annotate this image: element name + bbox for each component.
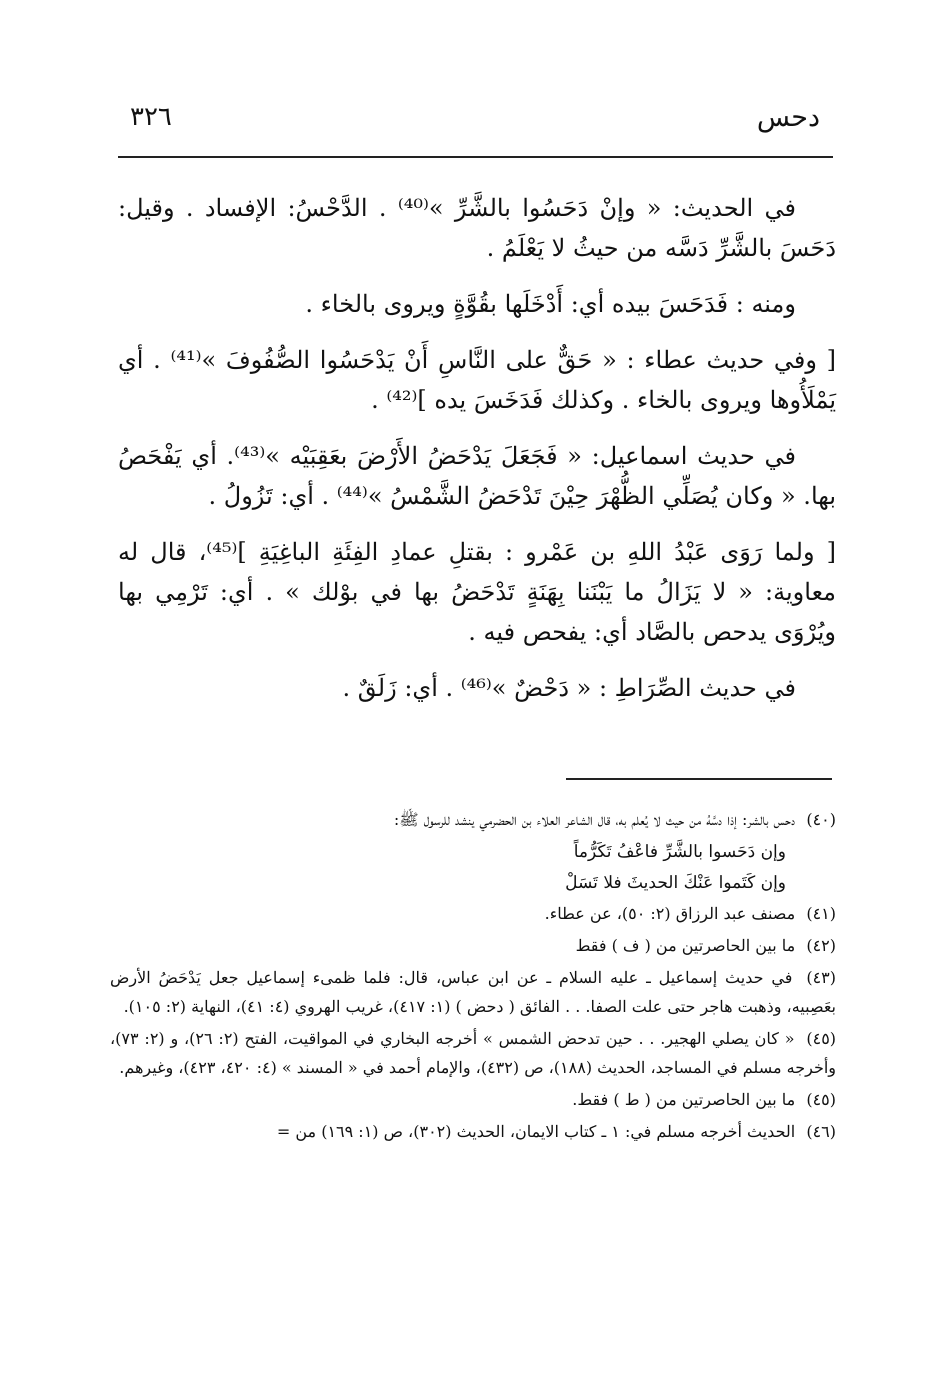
paragraph: في حديث اسماعيل: « فَجَعَلَ يَدْحَضُ الأَرْضَ بعَقِبَيْه »⁽⁴³⁾. أي يَفْحَصُ بها. « وكان يُصَلِّي الظُّهْرَ حِيْنَ تَدْحَضُ الشَّمْسُ »⁽⁴⁴⁾ . أي: تَزُولُ . [118,442,836,510]
main-text [118,188,836,724]
paragraph: في الحديث: « وإنْ دَحَسُوا بالشَّرِّ »⁽⁴⁰⁾ . الدَّحْسُ: الإفساد . وقيل: دَحَسَ بالشَّرِّ دَسَّه من حيثُ لا يَعْلَمُ . [118,194,836,262]
paragraph: [ ولما رَوَى عَبْدُ اللهِ بن عَمْرو : بقتلِ عمادِ الفِئَةِ الباغِيَةِ ]⁽⁴⁵⁾، قال له معاوية: « لا يَزَالُ ما يَبْنَنا بِهَنَةٍ تَدْحَضُ بها في بوْلك » . أي: تَرْمِي بها ويُرْوَى يدحص بالصَّاد أي: يفحص فيه . [118,538,836,646]
footnote-44: (٤٥) « كان يصلي الهجير. . . حين تدحض الشمس » أخرجه البخاري في المواقيت، الفتح (٢: ٢٦)، و (٢: ٧٣)، وأخرجه مسلم في المساجد، الحديث (١٨٨)، ص (٤٣٢)، والإمام أحمد في « المسند » (٤: ٤٢٠، ٤٢٣)، وغيرهم. [110,1029,837,1077]
footnote-rule [566,778,832,780]
paragraph: ومنه : فَدَحَسَ بيده أي: أَدْخَلَها بقُوَّةٍ ويروى بالخاء . [305,290,796,318]
footnotes [110,805,836,1149]
page-header [120,100,830,140]
header-word: دحس [756,102,820,133]
footnote-43: (٤٣) في حديث إسماعيل ـ عليه السلام ـ عن ابن عباس، قال: فلما ظمىء إسماعيل جعل يَدْحَضُ الأرض بعَصِبيه، وذهبت هاجر حتى علت الصفا. . . الفائق ( دحض ) (١: ٤١٧)، غريب الهروي (٤: ٤١)، النهاية (٢: ١٠٥). [110,968,836,1016]
paragraph: [ وفي حديث عطاء : « حَقٌّ على النَّاسِ أَنْ يَدْحَسُوا الصُّفُوفَ »⁽⁴¹⁾ . أي يَمْلَأُوها ويروى بالخاء . وكذلك فَدَخَسَ يده ]⁽⁴²⁾ . [118,346,837,414]
footnote-40: (٤٠) دحس بالشر: إذا دسَّهُ من حيث لا يُعلم به، قال الشاعر العلاء بن الحضرمي ينشد للرسول ﷺ: [393,810,836,829]
footnote-45: (٤٥) ما بين الحاصرتين من ( ط ) فقط. [572,1090,836,1109]
header-rule [118,156,833,158]
footnote-42: (٤٢) ما بين الحاصرتين من ( ف ) فقط [575,936,836,955]
footnote-46: (٤٦) الحديث أخرجه مسلم في: ١ ـ كتاب الايمان، الحديث (٣٠٢)، ص (١: ١٦٩) من = [276,1122,836,1141]
footnote-41: (٤١) مصنف عبد الرزاق (٢: ٥٠)، عن عطاء. [544,904,836,923]
verse-line-1: وإن دَحَسوا بالشَّرِّ فاعْفُ تَكَرُّماً [573,842,786,862]
verse-line-2: وإن كَتَموا عَنْكَ الحديثَ فلا تَسَلْ [565,873,786,893]
page-number: ٣٢٦ [130,102,172,132]
paragraph: في حديث الصِّرَاطِ : « دَحْضٌ »⁽⁴⁶⁾ . أي: زَلَقٌ . [342,674,796,702]
